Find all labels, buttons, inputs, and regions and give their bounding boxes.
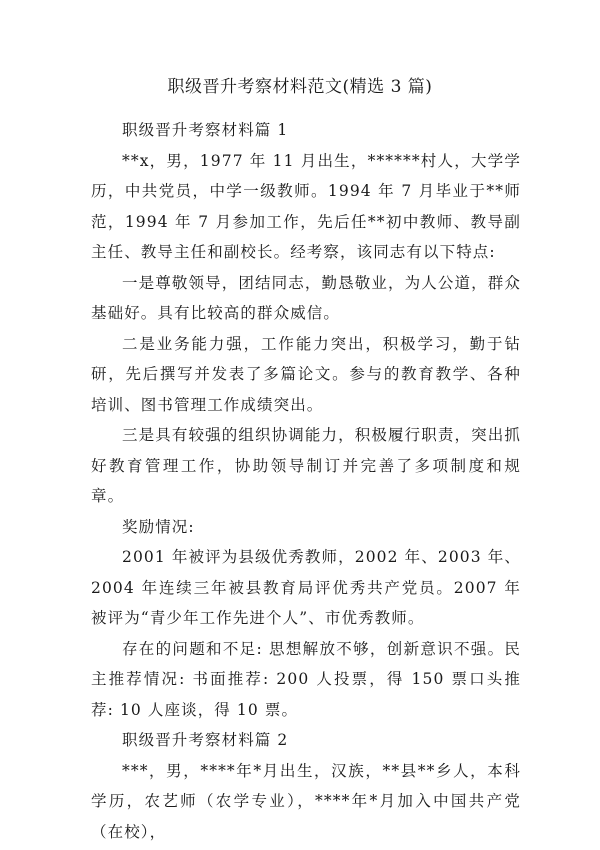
section-heading-2: 职级晋升考察材料篇 2	[122, 731, 289, 749]
document-title: 职级晋升考察材料范文(精选 3 篇)	[167, 77, 433, 97]
paragraph-awards-heading: 奖励情况:	[122, 517, 195, 536]
document-body	[91, 115, 521, 847]
paragraph-trait-3: 三是具有较强的组织协调能力，积极履行职责，突出抓好教育管理工作，协助领导制订并完善了多项制度和规章。	[91, 426, 521, 505]
paragraph-issues: 存在的问题和不足: 思想解放不够，创新意识不强。民主推荐情况: 书面推荐: 200 人投票，得 150 票口头推荐: 10 人座谈，得 10 票。	[91, 639, 521, 719]
paragraph-profile: **x，男，1977 年 11 月出生，******村人，大学学历，中共党员，中学一级教师。1994 年 7 月毕业于**师范，1994 年 7 月参加工作，先后任**初中教师、教导副主任、教导主任和副校长。经考察，该同志有以下特点:	[91, 151, 521, 261]
paragraph-awards: 2001 年被评为县级优秀教师，2002 年、2003 年、2004 年连续三年被县教育局评优秀共产党员。2007 年被评为“青少年工作先进个人”、市优秀教师。	[91, 548, 521, 627]
section-heading-1: 职级晋升考察材料篇 1	[122, 121, 289, 139]
paragraph-trait-2: 二是业务能力强，工作能力突出，积极学习，勤于钻研，先后撰写并发表了多篇论文。参与的教育教学、各种培训、图书管理工作成绩突出。	[91, 334, 521, 414]
paragraph-profile-2: ***，男，****年*月出生，汉族，**县**乡人，本科学历，农艺师（农学专业），****年*月加入中国共产党（在校），	[91, 761, 521, 841]
paragraph-trait-1: 一是尊敬领导，团结同志，勤恳敬业，为人公道，群众基础好。具有比较高的群众威信。	[91, 273, 521, 322]
